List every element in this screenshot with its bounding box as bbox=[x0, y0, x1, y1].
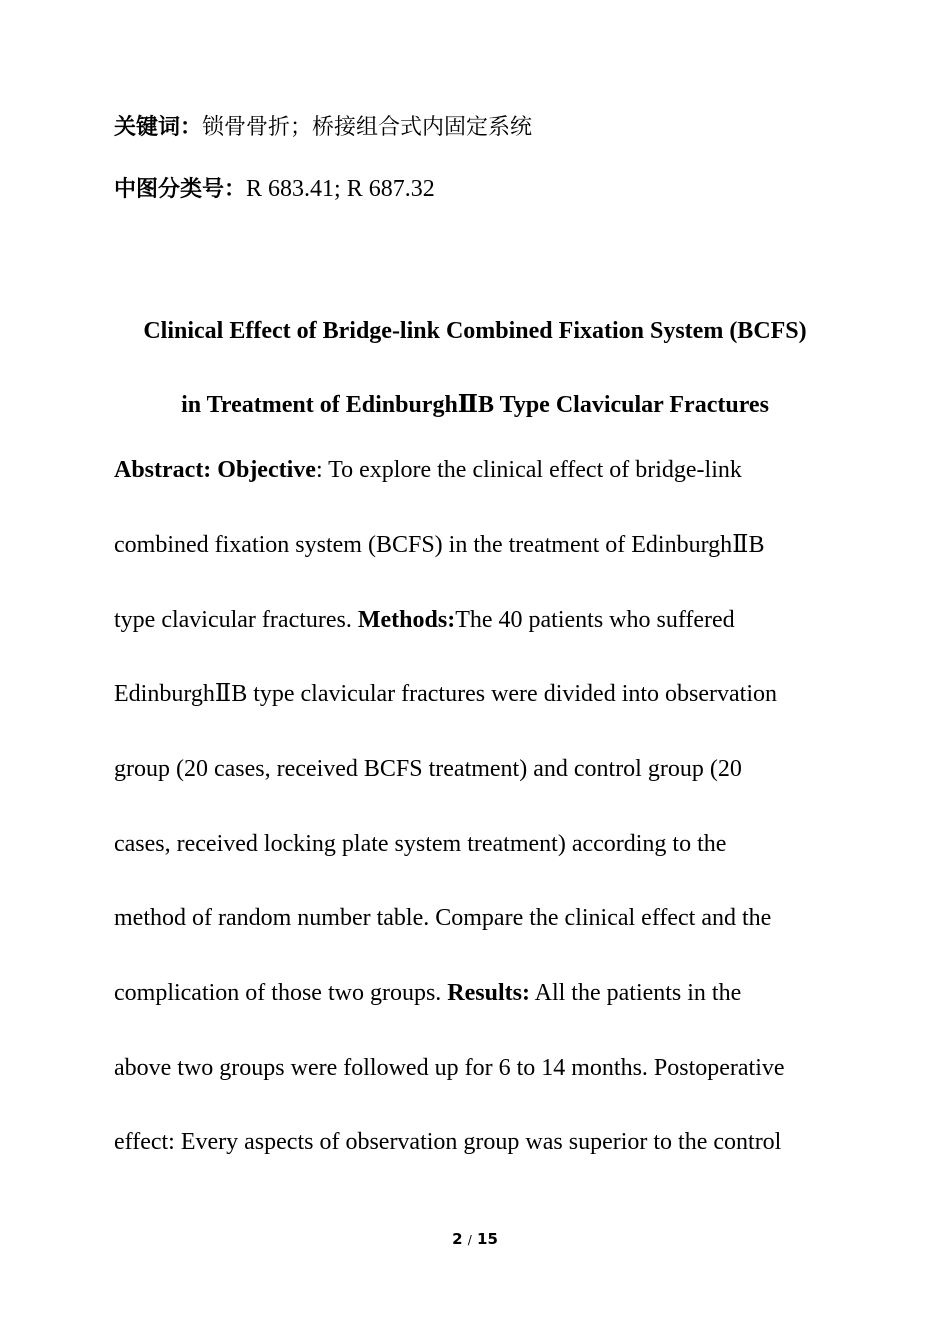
abstract-text: group (20 cases, received BCFS treatment) and control group (20 bbox=[114, 756, 742, 782]
abstract-line bbox=[114, 1127, 781, 1157]
abstract-text: The 40 patients who suffered bbox=[455, 607, 735, 633]
abstract-text: method of random number table. Compare the clinical effect and the bbox=[114, 905, 772, 931]
keywords-label: 关键词： bbox=[114, 115, 203, 140]
abstract-text: complication of those two groups. bbox=[114, 980, 448, 1006]
english-title-line-2: in Treatment of EdinburghⅡB Type Clavicular Fractures bbox=[181, 392, 769, 418]
abstract-text: cases, received locking plate system treatment) according to the bbox=[114, 831, 727, 857]
abstract-line bbox=[114, 1053, 785, 1083]
abstract-text: combined fixation system (BCFS) in the treatment of EdinburghⅡB bbox=[114, 532, 765, 558]
classification-label: 中图分类号： bbox=[114, 177, 247, 202]
abstract-methods-heading: Methods: bbox=[357, 607, 456, 633]
page-total: 15 bbox=[477, 1230, 498, 1248]
page-current: 2 bbox=[452, 1230, 463, 1248]
english-title-line-1: Clinical Effect of Bridge-link Combined Fixation System (BCFS) bbox=[143, 318, 807, 344]
keywords-line bbox=[114, 112, 532, 143]
abstract-line bbox=[114, 829, 726, 859]
keywords-value: 锁骨骨折；桥接组合式内固定系统 bbox=[202, 115, 533, 140]
classification-value: R 683.41; R 687.32 bbox=[246, 176, 435, 202]
abstract-line bbox=[114, 978, 741, 1008]
abstract-text: EdinburghⅡB type clavicular fractures were divided into observation bbox=[114, 681, 777, 707]
abstract-line bbox=[114, 903, 771, 933]
abstract-text: effect: Every aspects of observation group was superior to the control bbox=[114, 1129, 782, 1155]
abstract-line bbox=[114, 530, 764, 560]
abstract-line bbox=[114, 455, 742, 485]
abstract-text: : To explore the clinical effect of bridge-link bbox=[315, 457, 742, 483]
abstract-text: type clavicular fractures. bbox=[114, 607, 358, 633]
abstract-results-heading: Results: bbox=[447, 980, 530, 1006]
abstract-text: above two groups were followed up for 6 to 14 months. Postoperative bbox=[114, 1055, 785, 1081]
abstract-line bbox=[114, 605, 735, 635]
abstract-line bbox=[114, 754, 742, 784]
abstract-text: All the patients in the bbox=[529, 980, 742, 1006]
page-number bbox=[0, 1229, 950, 1250]
abstract-line bbox=[114, 679, 777, 709]
abstract-objective-heading: Abstract: Objective bbox=[114, 457, 316, 483]
page-separator: / bbox=[467, 1233, 472, 1247]
classification-line bbox=[114, 174, 435, 205]
